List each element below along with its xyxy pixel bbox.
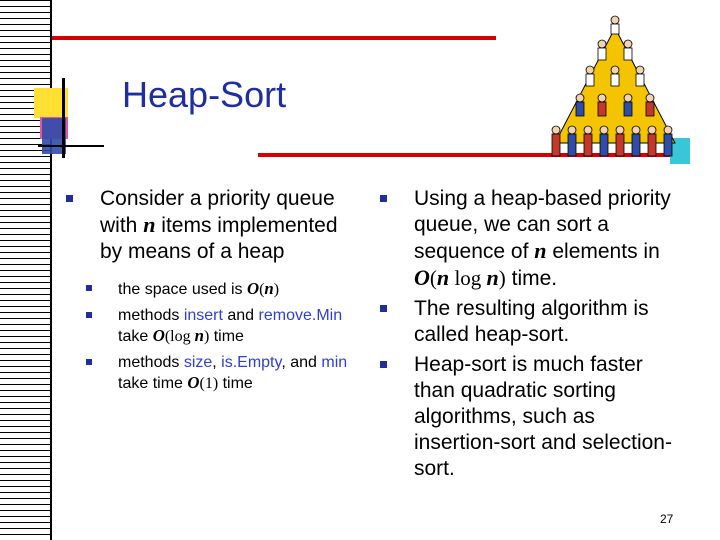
- top-red-rule: [52, 36, 496, 40]
- left-column: [66, 186, 356, 394]
- bullet-priority-queue: Consider a priority queue with n items implemented by means of a heap: [66, 186, 356, 265]
- left-stripe-decoration: [0, 0, 52, 540]
- horizontal-rule-decoration: [38, 145, 104, 147]
- people-pyramid-clipart-icon: [540, 8, 690, 168]
- bullet-heap-sort-faster: Heap-sort is much faster than quadratic sorting algorithms, such as insertion-sort and selection-sort.: [380, 352, 680, 482]
- sub-bullet-space: the space used is O(n): [86, 279, 356, 300]
- right-column: [380, 186, 680, 482]
- bullet-heap-based-sort: Using a heap-based priority queue, we can sort a sequence of n elements in O(n log n) time.: [380, 186, 680, 292]
- sub-bullet-size-isempty-min: methods size, is.Empty, and min take time O(1) time: [86, 353, 356, 394]
- page-number: 27: [660, 512, 674, 526]
- sub-bullet-insert-remove: methods insert and remove.Min take O(log n) time: [86, 306, 356, 347]
- bullet-resulting-algorithm: The resulting algorithm is called heap-sort.: [380, 296, 680, 348]
- slide-title: Heap-Sort: [122, 74, 287, 115]
